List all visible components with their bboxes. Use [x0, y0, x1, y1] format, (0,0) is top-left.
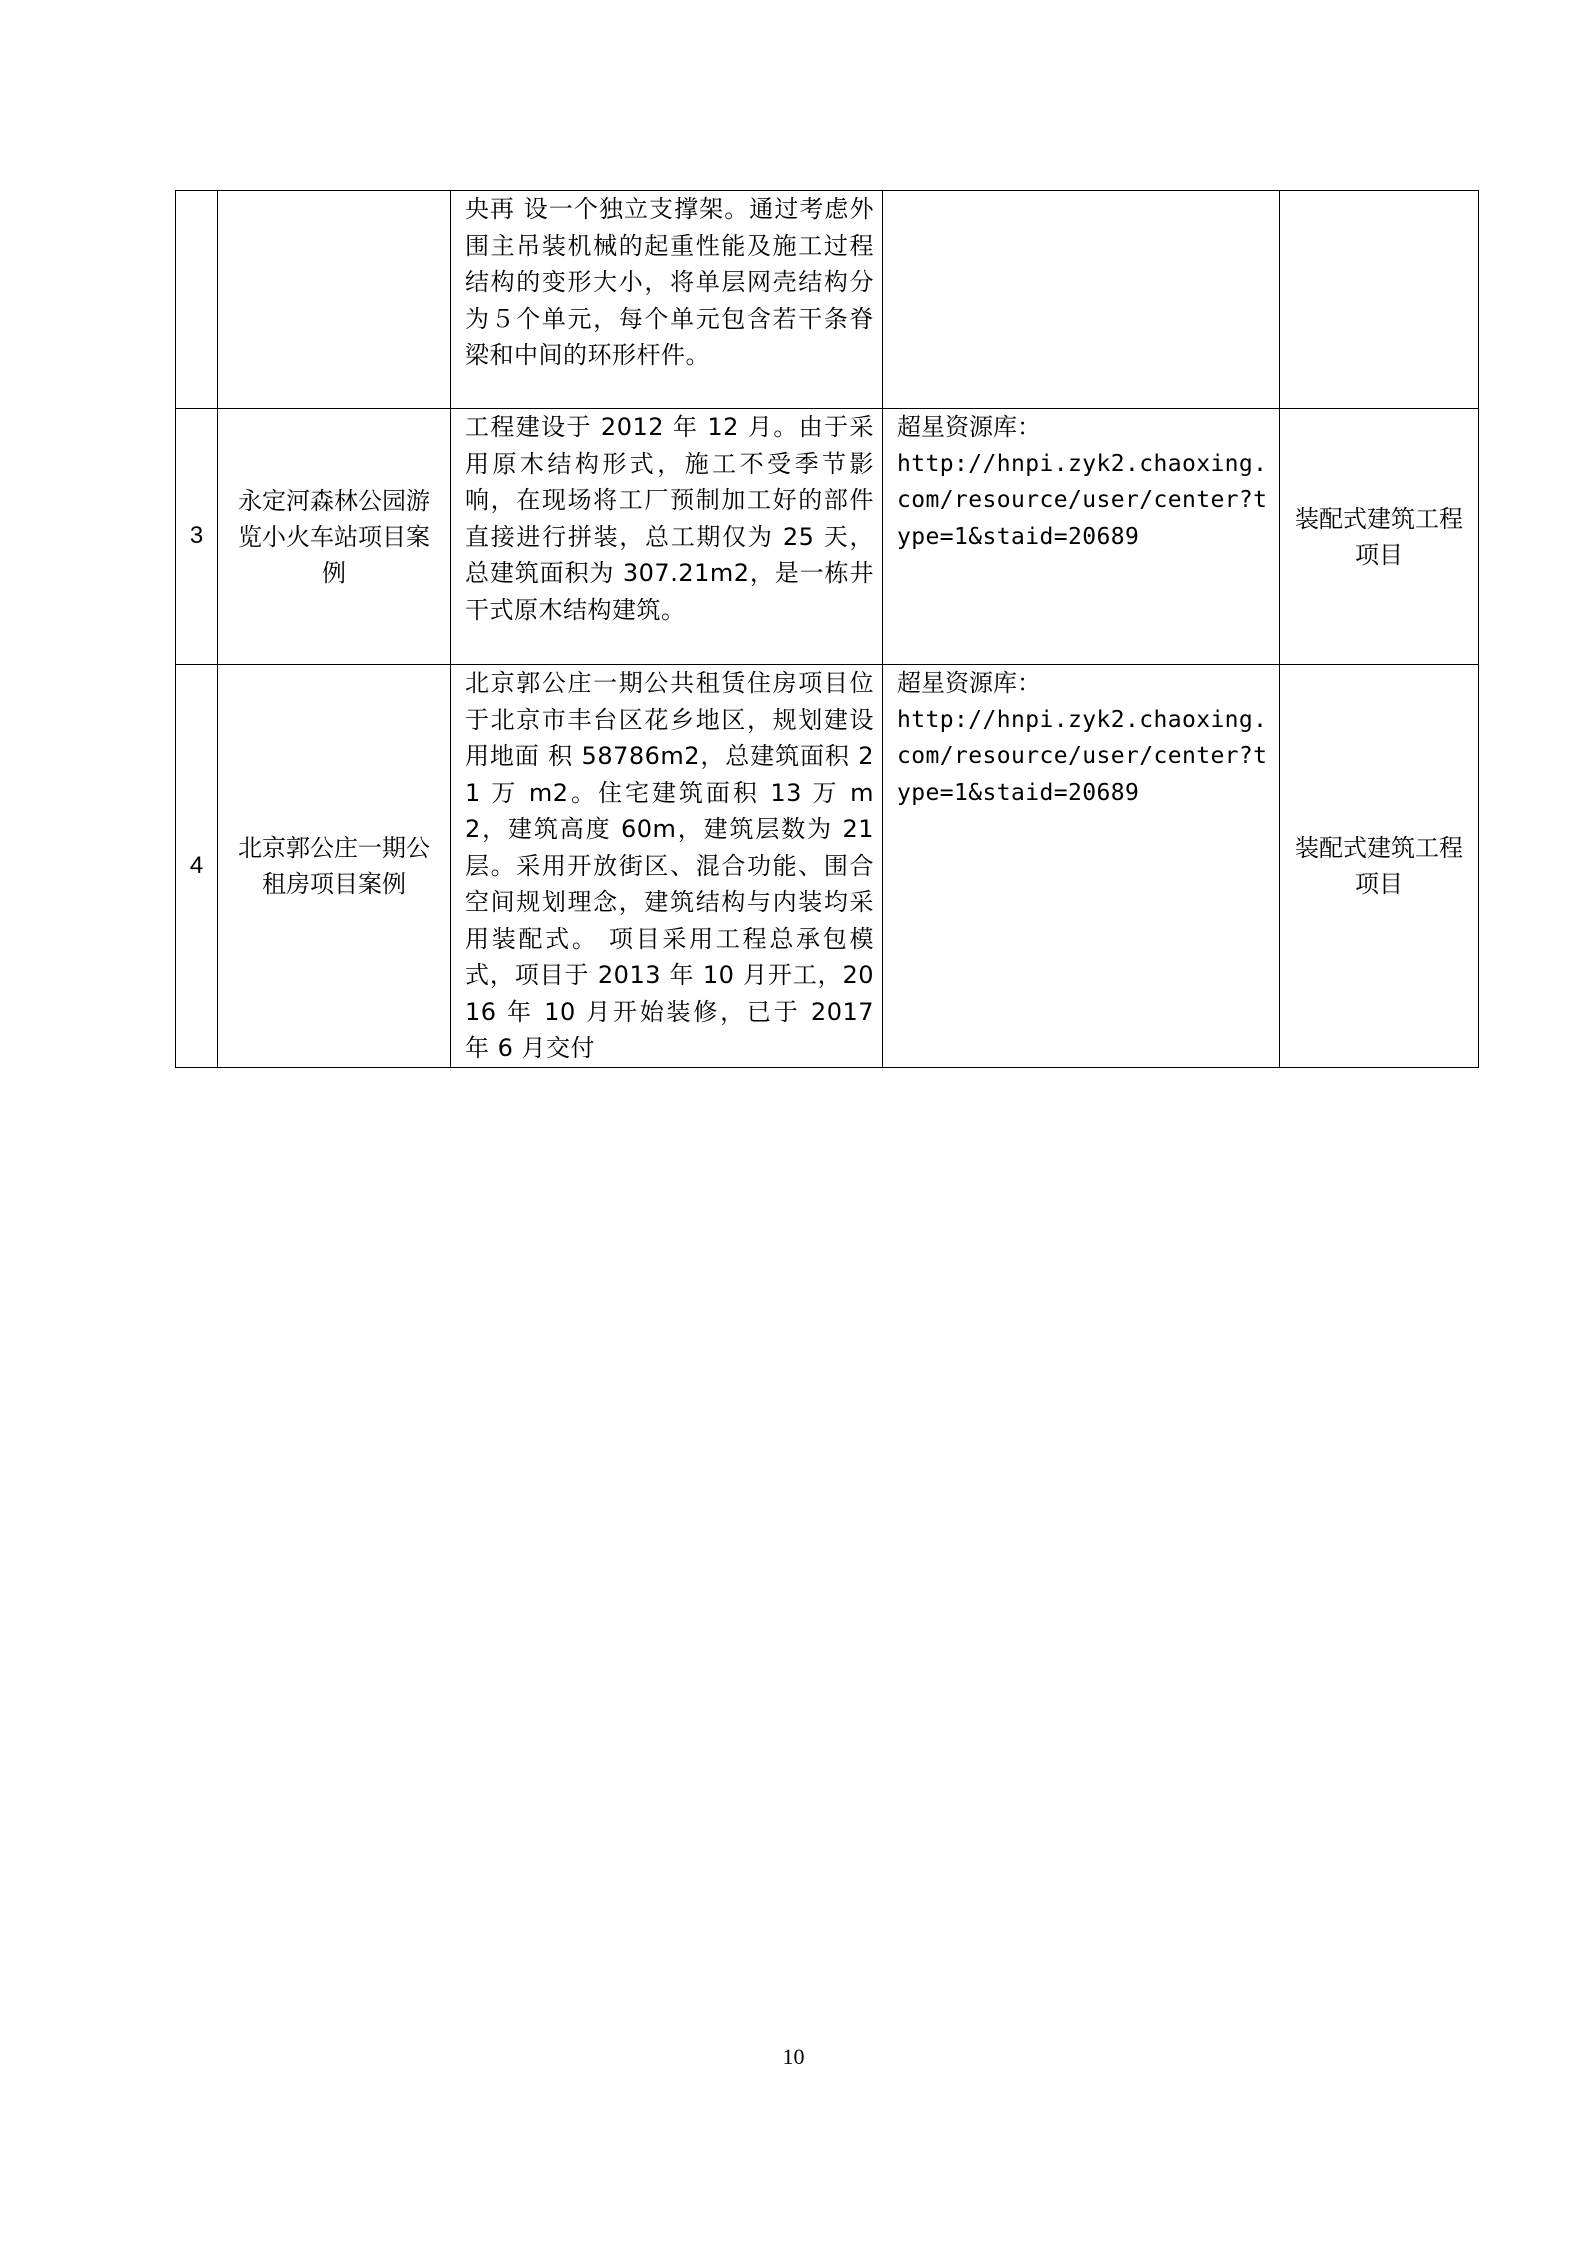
resource-cell [883, 191, 1280, 409]
project-description: 工程建设于 2012 年 12 月。由于采用原木结构形式，施工不受季节影响，在现场将工厂预制加工好的部件直接进行拼装，总工期仅为 25 天，总建筑面积为 307.21m2，是一栋井干式原木结构建筑。 [451, 409, 883, 665]
resource-label: 超星资源库： [897, 669, 1041, 697]
resource-url[interactable]: http://hnpi.zyk2.chaoxing.com/resource/user/center?type=1&staid=20689 [897, 450, 1268, 550]
project-type: 装配式建筑工程项目 [1280, 665, 1479, 1068]
project-name: 永定河森林公园游览小火车站项目案例 [218, 409, 451, 665]
project-name: 北京郭公庄一期公租房项目案例 [218, 665, 451, 1068]
project-description: 央再 设一个独立支撑架。通过考虑外围主吊装机械的起重性能及施工过程结构的变形大小，将单层网壳结构分为５个单元，每个单元包含若干条脊梁和中间的环形杆件。 [451, 191, 883, 409]
project-description: 北京郭公庄一期公共租赁住房项目位于北京市丰台区花乡地区，规划建设用地面 积 58786m2，总建筑面积 21 万 m2。住宅建筑面积 13 万 m2，建筑高度 60m，建筑层数为 21 层。采用开放街区、混合功能、围合空间规划理念，建筑结构与内装均采用装配式。 项目采用工程总承包模式，项目于 2013 年 10 月开工，2016 年 10 月开始装修，已于 2017 年 6 月交付 [451, 665, 883, 1068]
resource-url[interactable]: http://hnpi.zyk2.chaoxing.com/resource/user/center?type=1&staid=20689 [897, 706, 1268, 806]
row-number [176, 191, 218, 409]
resource-cell [883, 665, 1280, 1068]
project-case-table [175, 190, 1479, 1068]
project-type: 装配式建筑工程项目 [1280, 409, 1479, 665]
row-number: 4 [176, 665, 218, 1068]
resource-label: 超星资源库： [897, 413, 1041, 441]
row-number: 3 [176, 409, 218, 665]
resource-cell [883, 409, 1280, 665]
page-number: 10 [782, 2044, 805, 2069]
project-type [1280, 191, 1479, 409]
table-row-4 [176, 665, 1479, 1068]
table-row-3 [176, 409, 1479, 665]
project-name [218, 191, 451, 409]
table-row-continued [176, 191, 1479, 409]
